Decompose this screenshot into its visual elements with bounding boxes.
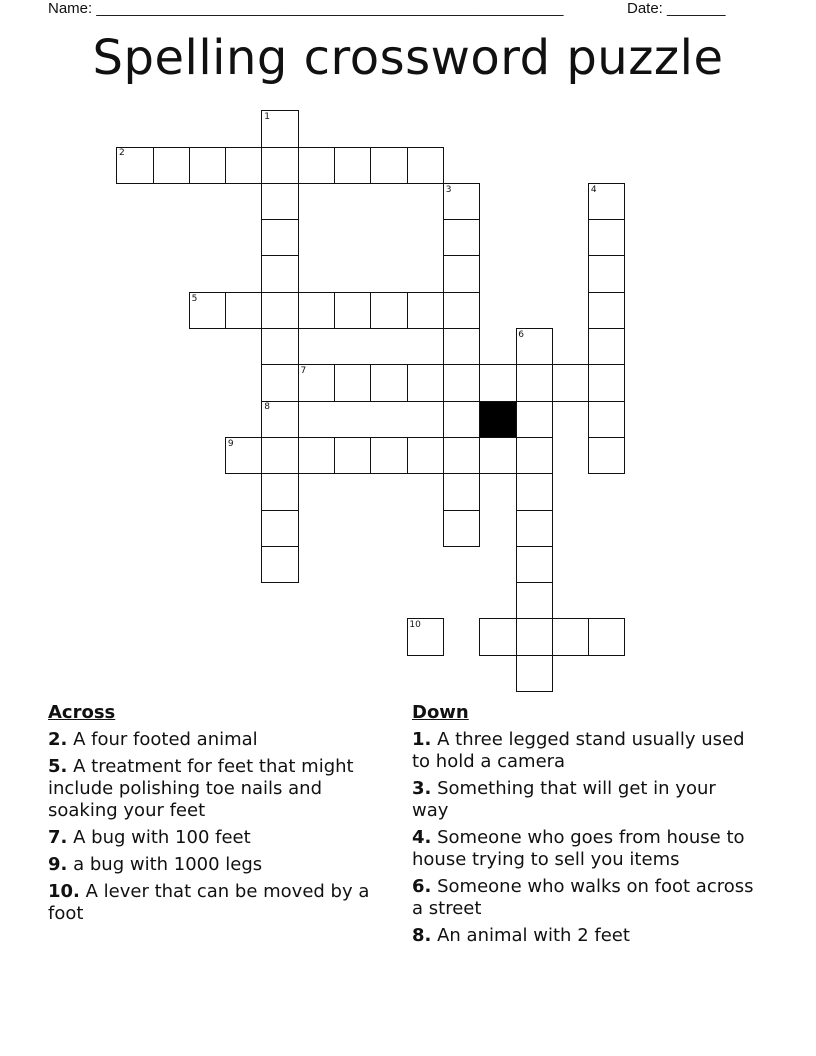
crossword-cell[interactable] — [298, 147, 335, 184]
crossword-cell[interactable] — [516, 618, 553, 655]
crossword-cell[interactable] — [407, 147, 444, 184]
down-clue — [412, 778, 757, 822]
crossword-cell[interactable] — [261, 219, 298, 256]
clue-number: 8. — [412, 925, 432, 946]
across-clue — [48, 854, 393, 876]
crossword-cell[interactable] — [261, 328, 298, 365]
page-title: Spelling crossword puzzle — [92, 30, 724, 86]
crossword-cell[interactable] — [516, 364, 553, 401]
clue-number: 1. — [412, 729, 432, 750]
crossword-cell[interactable] — [261, 510, 298, 547]
crossword-cell[interactable] — [588, 255, 625, 292]
date-field-label: Date: _______ — [627, 0, 726, 17]
clue-text: A four footed animal — [73, 729, 258, 750]
clue-number-label: 8 — [264, 402, 270, 413]
crossword-cell[interactable] — [479, 437, 516, 474]
clue-number-label: 4 — [590, 184, 597, 195]
clue-number-label: 3 — [445, 184, 452, 195]
clue-text: A lever that can be moved by a foot — [48, 881, 370, 924]
down-heading: Down — [412, 702, 469, 723]
name-field-label: Name: ________________________________________________________ — [48, 0, 564, 17]
crossword-cell[interactable] — [407, 292, 444, 329]
crossword-cell[interactable] — [334, 147, 371, 184]
crossword-cell[interactable] — [334, 364, 371, 401]
crossword-cell[interactable] — [370, 292, 407, 329]
crossword-cell[interactable] — [588, 292, 625, 329]
clue-number-label: 2 — [119, 148, 125, 159]
crossword-cell[interactable] — [443, 292, 480, 329]
down-clue — [412, 876, 757, 920]
clue-text: A bug with 100 feet — [73, 827, 251, 848]
crossword-cell[interactable] — [552, 364, 589, 401]
clue-number: 9. — [48, 854, 68, 875]
clue-text: Someone who walks on foot across a street — [412, 876, 754, 919]
crossword-cell[interactable] — [443, 437, 480, 474]
crossword-cell[interactable] — [443, 219, 480, 256]
crossword-cell[interactable] — [516, 510, 553, 547]
crossword-cell[interactable] — [516, 546, 553, 583]
clue-text: An animal with 2 feet — [437, 925, 630, 946]
crossword-cell[interactable] — [261, 546, 298, 583]
crossword-cell[interactable] — [261, 147, 298, 184]
across-clue — [48, 729, 393, 751]
crossword-cell[interactable] — [479, 364, 516, 401]
crossword-cell[interactable] — [261, 473, 298, 510]
clue-text: A three legged stand usually used to hold a camera — [412, 729, 745, 772]
crossword-cell[interactable] — [479, 618, 516, 655]
crossword-cell[interactable] — [153, 147, 190, 184]
clue-number: 10. — [48, 881, 80, 902]
clue-number-label: 6 — [518, 329, 525, 340]
down-clues — [412, 702, 757, 952]
down-clue — [412, 925, 757, 947]
crossword-cell[interactable] — [588, 437, 625, 474]
crossword-cell[interactable] — [225, 147, 262, 184]
clue-number: 5. — [48, 756, 68, 777]
crossword-cell[interactable] — [588, 328, 625, 365]
clue-number-label: 5 — [191, 293, 198, 304]
crossword-cell[interactable] — [370, 364, 407, 401]
clue-number-label: 9 — [227, 438, 234, 449]
crossword-cell[interactable] — [443, 255, 480, 292]
across-heading: Across — [48, 702, 116, 723]
clue-number: 6. — [412, 876, 432, 897]
crossword-cell[interactable] — [516, 473, 553, 510]
clue-number-label: 1 — [264, 112, 270, 122]
clue-number-label: 7 — [300, 366, 307, 377]
clue-number: 3. — [412, 778, 432, 799]
crossword-cell[interactable] — [443, 473, 480, 510]
clue-text: Someone who goes from house to house trying to sell you items — [412, 827, 745, 870]
crossword-cell[interactable] — [261, 183, 298, 220]
clue-text: Something that will get in your way — [412, 778, 716, 821]
crossword-cell[interactable] — [407, 364, 444, 401]
crossword-cell[interactable] — [189, 147, 226, 184]
crossword-cell[interactable] — [588, 219, 625, 256]
crossword-cell[interactable] — [261, 255, 298, 292]
clue-number: 2. — [48, 729, 68, 750]
clue-number-label: 10 — [409, 620, 421, 631]
crossword-cell[interactable] — [298, 437, 335, 474]
crossword-cell[interactable] — [516, 401, 553, 438]
down-clue — [412, 827, 757, 871]
crossword-cell[interactable] — [516, 437, 553, 474]
crossword-cell[interactable] — [298, 292, 335, 329]
crossword-cell[interactable] — [443, 364, 480, 401]
clue-number: 4. — [412, 827, 432, 848]
clue-number: 7. — [48, 827, 68, 848]
down-clue — [412, 729, 757, 773]
across-clue — [48, 827, 393, 849]
crossword-cell[interactable] — [370, 147, 407, 184]
crossword-cell[interactable] — [334, 437, 371, 474]
crossword-cell[interactable] — [225, 292, 262, 329]
crossword-cell[interactable] — [588, 401, 625, 438]
across-clue — [48, 756, 393, 822]
crossword-black-cell — [479, 401, 516, 438]
crossword-cell[interactable] — [334, 292, 371, 329]
crossword-cell[interactable] — [516, 582, 553, 619]
crossword-cell[interactable] — [370, 437, 407, 474]
clue-text: A treatment for feet that might include polishing toe nails and soaking your feet — [48, 756, 354, 821]
crossword-cell[interactable] — [588, 618, 625, 655]
crossword-cell[interactable] — [516, 655, 553, 692]
crossword-cell[interactable] — [261, 364, 298, 401]
crossword-cell[interactable] — [443, 510, 480, 547]
across-clues — [48, 702, 393, 930]
clue-text: a bug with 1000 legs — [73, 854, 263, 875]
crossword-cell[interactable] — [261, 292, 298, 329]
crossword-cell[interactable] — [261, 437, 298, 474]
across-clue — [48, 881, 393, 925]
crossword-cell[interactable] — [552, 618, 589, 655]
crossword-cell[interactable] — [443, 401, 480, 438]
crossword-cell[interactable] — [588, 364, 625, 401]
crossword-cell[interactable] — [407, 437, 444, 474]
crossword-cell[interactable] — [443, 328, 480, 365]
